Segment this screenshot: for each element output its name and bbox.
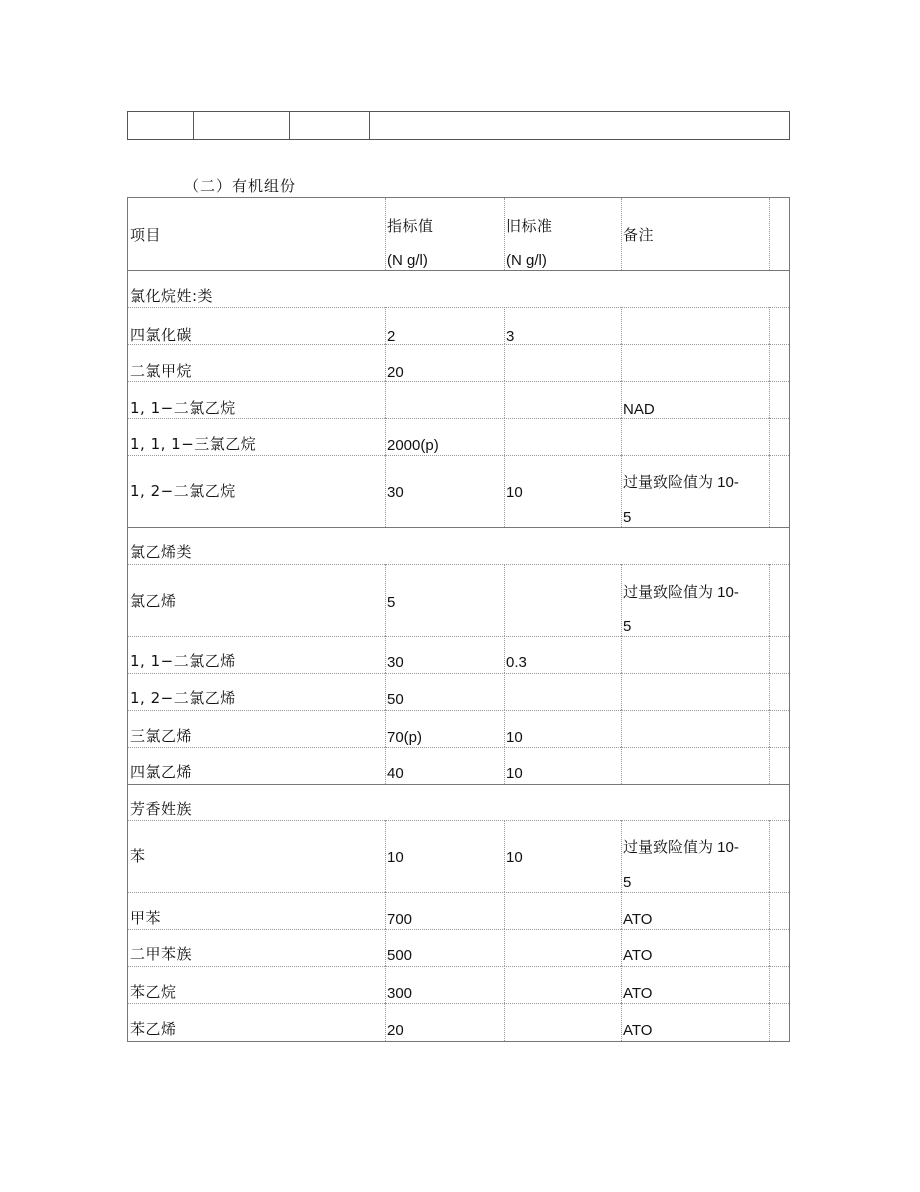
col-divider <box>385 198 386 270</box>
row-old: 3 <box>506 328 515 345</box>
row-note: ATO <box>623 947 653 964</box>
row-divider <box>128 929 789 930</box>
col-divider <box>385 929 386 966</box>
row-value: 2000(p) <box>387 437 439 454</box>
row-item: 苯乙烷 <box>130 983 177 1001</box>
row-divider <box>128 564 789 565</box>
row-item: 二氯甲烷 <box>130 362 193 380</box>
row-divider <box>128 307 789 308</box>
col-divider <box>769 381 770 418</box>
col-divider <box>621 344 622 381</box>
row-value: 20 <box>387 1022 404 1039</box>
row-note: 过量致险值为 10- <box>623 584 739 601</box>
col-divider <box>621 564 622 636</box>
col-divider <box>504 381 505 418</box>
col-divider <box>385 710 386 747</box>
col-divider <box>385 636 386 673</box>
col-divider <box>621 381 622 418</box>
row-divider <box>128 455 789 456</box>
col-divider <box>621 747 622 784</box>
col-divider <box>504 636 505 673</box>
row-item: 苯乙烯 <box>130 1020 177 1038</box>
col-divider <box>385 673 386 710</box>
col-divider <box>385 820 386 892</box>
top-table-divider <box>289 112 290 139</box>
col-divider <box>504 418 505 455</box>
row-item: 1, 1−二氯乙烯 <box>130 652 236 670</box>
group-label: 氯乙烯类 <box>130 543 193 561</box>
row-value: 5 <box>387 594 396 611</box>
row-note-cont: 5 <box>623 874 632 891</box>
col-divider <box>504 673 505 710</box>
organic-components-table <box>127 197 790 1042</box>
col-divider <box>769 344 770 381</box>
col-divider <box>769 636 770 673</box>
col-divider <box>385 455 386 527</box>
col-divider <box>385 344 386 381</box>
row-value: 10 <box>387 849 404 866</box>
col-divider <box>769 966 770 1003</box>
header-value: 指标值 <box>387 217 434 235</box>
col-divider <box>504 198 505 270</box>
col-divider <box>385 564 386 636</box>
header-value-unit: (N g/l) <box>387 252 428 269</box>
row-value: 20 <box>387 364 404 381</box>
row-divider <box>128 747 789 748</box>
row-divider <box>128 784 789 785</box>
col-divider <box>385 418 386 455</box>
row-item: 三氯乙烯 <box>130 727 193 745</box>
col-divider <box>769 455 770 527</box>
header-note: 备注 <box>623 226 655 244</box>
col-divider <box>385 966 386 1003</box>
row-old: 10 <box>506 484 523 501</box>
col-divider <box>769 198 770 270</box>
row-value: 30 <box>387 654 404 671</box>
row-old: 0.3 <box>506 654 527 671</box>
row-note: 过量致险值为 10- <box>623 839 739 856</box>
row-old: 10 <box>506 729 523 746</box>
col-divider <box>504 929 505 966</box>
row-note: ATO <box>623 1022 653 1039</box>
col-divider <box>385 1003 386 1041</box>
col-divider <box>621 820 622 892</box>
col-divider <box>769 307 770 344</box>
row-old: 10 <box>506 849 523 866</box>
row-divider <box>128 270 789 271</box>
row-note: ATO <box>623 985 653 1002</box>
row-divider <box>128 527 789 528</box>
row-item: 四氯化碳 <box>130 326 193 344</box>
row-value: 70(p) <box>387 729 423 746</box>
col-divider <box>504 892 505 929</box>
row-item: 甲苯 <box>130 909 162 927</box>
row-divider <box>128 892 789 893</box>
row-value: 2 <box>387 328 396 345</box>
top-empty-table <box>127 111 790 140</box>
col-divider <box>504 564 505 636</box>
col-divider <box>769 564 770 636</box>
row-value: 700 <box>387 911 413 928</box>
col-divider <box>385 747 386 784</box>
col-divider <box>621 455 622 527</box>
header-item: 项目 <box>130 226 162 244</box>
row-item: 1, 2−二氯乙烯 <box>130 689 236 707</box>
row-divider <box>128 966 789 967</box>
col-divider <box>621 307 622 344</box>
col-divider <box>769 892 770 929</box>
col-divider <box>621 966 622 1003</box>
row-item: 1, 1−二氯乙烷 <box>130 399 236 417</box>
row-item: 苯 <box>130 847 146 865</box>
col-divider <box>769 747 770 784</box>
row-divider <box>128 1003 789 1004</box>
col-divider <box>769 1003 770 1041</box>
row-note: 过量致险值为 10- <box>623 474 739 491</box>
top-table-divider <box>193 112 194 139</box>
col-divider <box>504 344 505 381</box>
row-divider <box>128 710 789 711</box>
col-divider <box>504 1003 505 1041</box>
col-divider <box>504 455 505 527</box>
row-item: 四氯乙烯 <box>130 763 193 781</box>
col-divider <box>769 929 770 966</box>
row-note-cont: 5 <box>623 509 632 526</box>
row-divider <box>128 344 789 345</box>
col-divider <box>621 418 622 455</box>
col-divider <box>504 710 505 747</box>
row-divider <box>128 636 789 637</box>
col-divider <box>504 747 505 784</box>
col-divider <box>621 636 622 673</box>
col-divider <box>385 307 386 344</box>
col-divider <box>385 381 386 418</box>
col-divider <box>769 710 770 747</box>
col-divider <box>769 418 770 455</box>
col-divider <box>621 892 622 929</box>
col-divider <box>504 307 505 344</box>
col-divider <box>504 966 505 1003</box>
row-value: 500 <box>387 947 413 964</box>
top-table-divider <box>369 112 370 139</box>
row-value: 40 <box>387 765 404 782</box>
row-divider <box>128 820 789 821</box>
col-divider <box>769 820 770 892</box>
row-note-cont: 5 <box>623 618 632 635</box>
section-heading: （二）有机组份 <box>184 177 297 195</box>
row-value: 300 <box>387 985 413 1002</box>
header-old-unit: (N g/l) <box>506 252 547 269</box>
group-label: 氯化烷姓:类 <box>130 287 214 305</box>
col-divider <box>621 710 622 747</box>
row-item: 1, 2−二氯乙烷 <box>130 482 236 500</box>
row-item: 二甲苯族 <box>130 945 193 963</box>
col-divider <box>504 820 505 892</box>
row-item: 1, 1, 1−三氯乙烷 <box>130 435 257 453</box>
col-divider <box>621 1003 622 1041</box>
row-divider <box>128 418 789 419</box>
col-divider <box>621 198 622 270</box>
row-old: 10 <box>506 765 523 782</box>
row-divider <box>128 381 789 382</box>
group-label: 芳香姓族 <box>130 800 193 818</box>
row-note: ATO <box>623 911 653 928</box>
col-divider <box>385 892 386 929</box>
row-divider <box>128 673 789 674</box>
row-note: NAD <box>623 401 655 418</box>
header-old: 旧标准 <box>506 217 553 235</box>
row-value: 50 <box>387 691 404 708</box>
col-divider <box>621 929 622 966</box>
col-divider <box>769 673 770 710</box>
col-divider <box>621 673 622 710</box>
row-value: 30 <box>387 484 404 501</box>
row-item: 氯乙烯 <box>130 592 177 610</box>
